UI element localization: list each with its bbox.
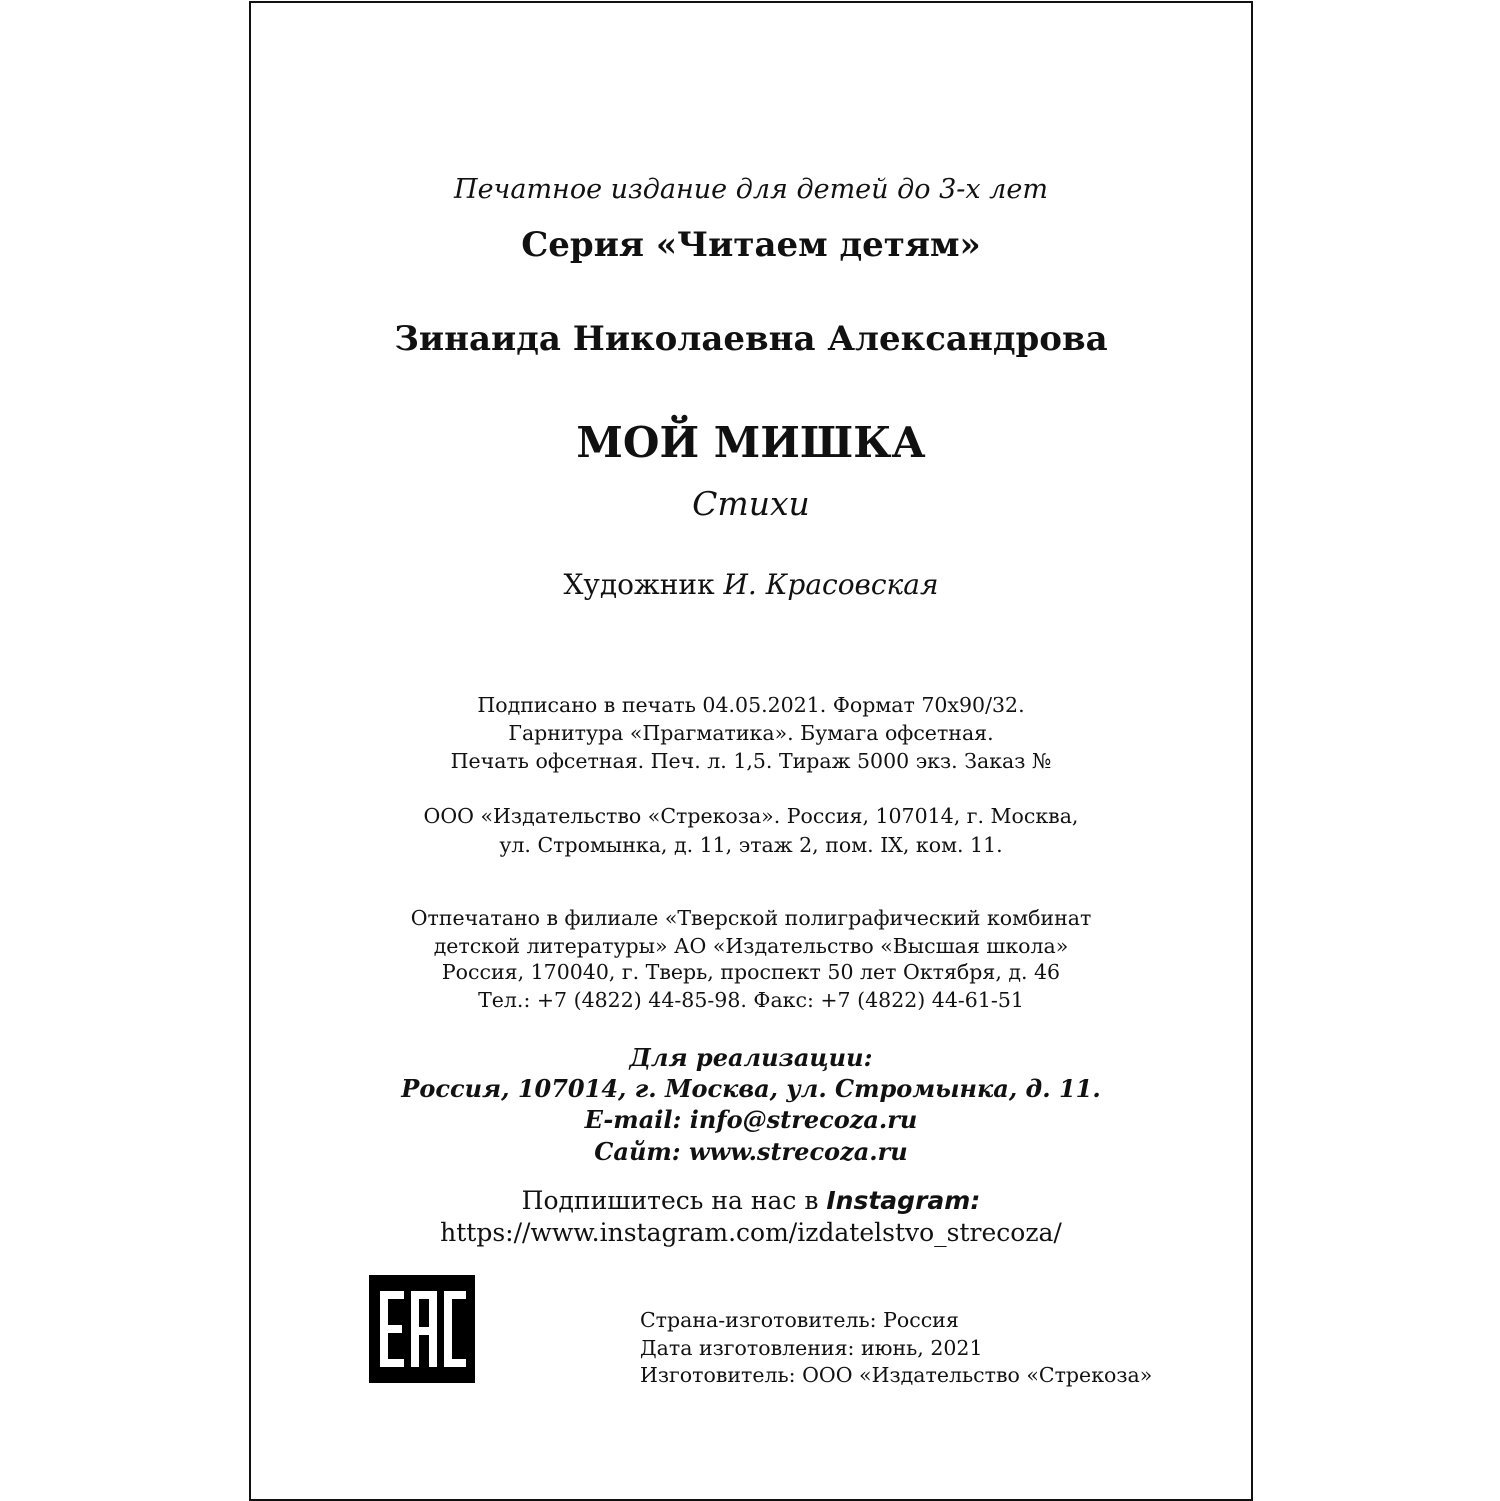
instagram-prompt: Подпишитесь на нас в (521, 1186, 819, 1215)
author-name: Зинаида Николаевна Александрова (394, 319, 1108, 359)
manufacturer-line: Страна-изготовитель: Россия (640, 1308, 959, 1332)
instagram-brand: Instagram: (826, 1186, 981, 1215)
publisher-line: ООО «Издательство «Стрекоза». Россия, 107014, г. Москва, (423, 804, 1079, 828)
genre-label: Стихи (692, 484, 810, 523)
sales-email: E-mail: info@strecoza.ru (584, 1105, 918, 1134)
publisher-line: ул. Стромынка, д. 11, этаж 2, пом. IX, ком. 11. (499, 833, 1003, 857)
sales-site: Сайт: www.strecoza.ru (594, 1137, 908, 1166)
tech-line: Гарнитура «Прагматика». Бумага офсетная. (508, 721, 994, 745)
series-title: Серия «Читаем детям» (521, 225, 981, 265)
book-imprint-page (249, 1, 1253, 1501)
tech-line: Печать офсетная. Печ. л. 1,5. Тираж 5000 экз. Заказ № (450, 749, 1052, 773)
printer-line: Отпечатано в филиале «Тверской полиграфический комбинат (410, 906, 1092, 930)
illustrator-credit (251, 568, 1251, 601)
sales-heading: Для реализации: (629, 1043, 873, 1072)
eac-mark-icon (369, 1275, 475, 1383)
illustrator-name: И. Красовская (723, 568, 939, 601)
printer-line: детской литературы» АО «Издательство «Высшая школа» (433, 934, 1069, 958)
manufacturer-line: Изготовитель: ООО «Издательство «Стрекоза» (640, 1363, 1153, 1387)
tech-line: Подписано в печать 04.05.2021. Формат 70x90/32. (477, 693, 1025, 717)
manufacturer-line: Дата изготовления: июнь, 2021 (640, 1336, 983, 1360)
age-note: Печатное издание для детей до 3-х лет (454, 174, 1048, 205)
instagram-prompt-line (251, 1186, 1251, 1215)
printer-line: Тел.: +7 (4822) 44-85-98. Факс: +7 (4822) 44-61-51 (478, 988, 1024, 1012)
instagram-url: https://www.instagram.com/izdatelstvo_strecoza/ (440, 1218, 1062, 1247)
sales-address: Россия, 107014, г. Москва, ул. Стромынка, д. 11. (401, 1074, 1101, 1103)
illustrator-label: Художник (563, 568, 715, 601)
printer-line: Россия, 170040, г. Тверь, проспект 50 лет Октября, д. 46 (441, 960, 1061, 984)
book-title: МОЙ МИШКА (576, 418, 926, 467)
